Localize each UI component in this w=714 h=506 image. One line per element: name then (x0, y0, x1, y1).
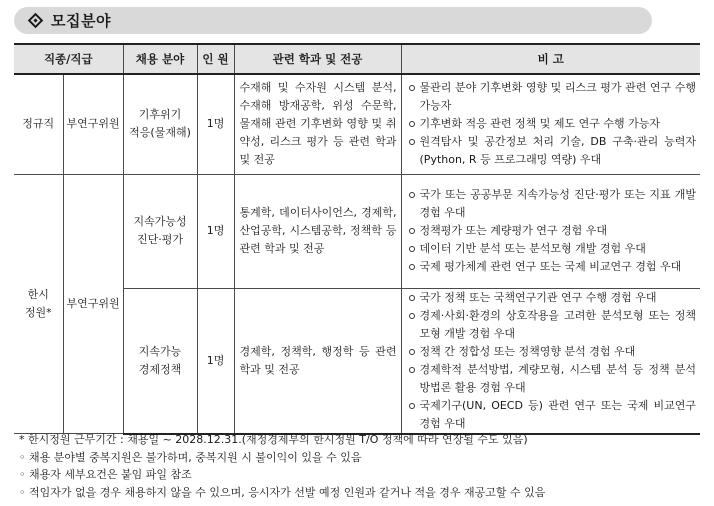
footnote-item: ◦ 채용자 세부요건은 붙임 파일 참조 (19, 468, 192, 481)
footnote-item: ◦ 적임자가 없을 경우 채용하지 않을 수 있으며, 응시자가 선발 예정 인원과 같거나 적을 경우 재공고할 수 있음 (19, 485, 546, 499)
job-type-cell: 한시 정원* (14, 174, 63, 434)
field-cell: 기후위기 적응(물재해) (123, 74, 197, 174)
note-list (406, 186, 697, 276)
recruitment-table (14, 43, 700, 435)
major-cell: 통계학, 데이터사이언스, 경제학, 산업공학, 시스템공학, 정책학 등 관련 학과 및 전공 (234, 174, 401, 288)
footnotes (19, 431, 545, 501)
count-cell: 1명 (197, 74, 234, 174)
major-cell: 경제학, 정책학, 행정학 등 관련 학과 및 전공 (234, 288, 401, 434)
note-item: 기후변화 적응 관련 정책 및 제도 연구 수행 가능자 (406, 115, 697, 133)
note-cell (401, 174, 700, 288)
header-type: 직종/직급 (14, 44, 123, 74)
section-header (14, 7, 652, 34)
note-item: 국가 정책 또는 국책연구기관 연구 수행 경험 우대 (406, 289, 697, 307)
note-cell (401, 74, 700, 174)
note-list (406, 289, 697, 433)
note-item: 국제 평가체계 관련 연구 또는 국제 비교연구 경험 우대 (406, 258, 697, 276)
job-rank-cell: 부연구위원 (63, 174, 123, 434)
note-item: 경제학적 분석방법, 계량모형, 시스템 분석 등 정책 분석 방법론 활용 경험 우대 (406, 361, 697, 397)
note-cell (401, 288, 700, 434)
section-title: 모집분야 (51, 12, 111, 30)
table-row (14, 174, 700, 288)
table-header-row (14, 44, 700, 74)
diamond-bullet-icon (28, 13, 44, 29)
job-type-cell: 정규직 (14, 74, 63, 174)
count-cell: 1명 (197, 174, 234, 288)
table-row (14, 74, 700, 174)
major-cell: 수재해 및 수자원 시스템 분석, 수재해 방재공학, 위성 수문학, 물재해 관련 기후변화 영향 및 취약성, 리스크 평가 등 관련 학과 및 전공 (234, 74, 401, 174)
field-cell: 지속가능 경제정책 (123, 288, 197, 434)
header-field: 채용 분야 (123, 44, 197, 74)
note-item: 경제·사회·환경의 상호작용을 고려한 분석모형 또는 정책모형 개발 경험 우대 (406, 307, 697, 343)
footnote-item: ◦ 채용 분야별 중복지원은 불가하며, 중복지원 시 불이익이 있을 수 있음 (19, 450, 362, 464)
note-item: 물관리 분야 기후변화 영향 및 리스크 평가 관련 연구 수행 가능자 (406, 79, 697, 115)
note-item: 국가 또는 공공부문 지속가능성 진단·평가 또는 지표 개발 경험 우대 (406, 186, 697, 222)
field-cell: 지속가능성 진단·평가 (123, 174, 197, 288)
note-item: 원격탐사 및 공간정보 처리 기술, DB 구축·관리 능력자(Python, R 등 프로그래밍 역량) 우대 (406, 133, 697, 169)
note-item: 데이터 기반 분석 또는 분석모형 개발 경험 우대 (406, 240, 697, 258)
footnote-item: * 한시정원 근무기간 : 채용일 ~ 2028.12.31.(재정경제부의 한시정원 T/O 정책에 따라 연장될 수도 있음) (19, 433, 528, 446)
header-count: 인 원 (197, 44, 234, 74)
note-item: 정책 간 정합성 또는 정책영향 분석 경험 우대 (406, 343, 697, 361)
header-major: 관련 학과 및 전공 (234, 44, 401, 74)
note-item: 정책평가 또는 계량평가 연구 경험 우대 (406, 222, 697, 240)
note-list (406, 79, 697, 169)
job-rank-cell: 부연구위원 (63, 74, 123, 174)
note-item: 국제기구(UN, OECD 등) 관련 연구 또는 국제 비교연구 경험 우대 (406, 397, 697, 433)
header-note: 비 고 (401, 44, 700, 74)
count-cell: 1명 (197, 288, 234, 434)
